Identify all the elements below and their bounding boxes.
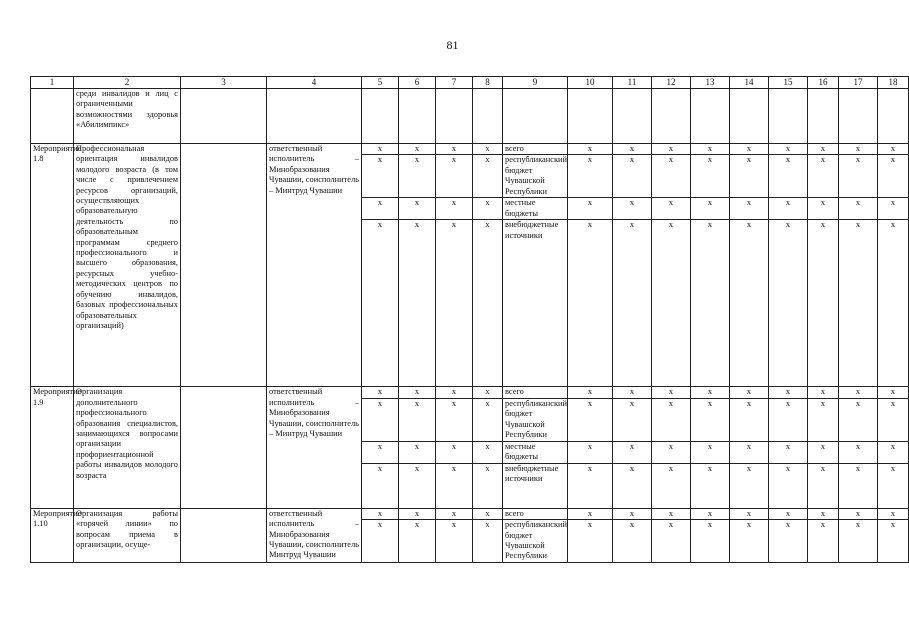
cell-mark: x [808, 155, 839, 198]
cell-mark: x [436, 398, 473, 441]
cell-mark: x [730, 220, 769, 387]
cell-mark: x [730, 463, 769, 508]
cell-mark: x [691, 220, 730, 387]
col-header: 10 [568, 77, 613, 89]
event-name: Организация работы «горячей линии» по вопросам приема в организации, осуще- [74, 508, 181, 562]
cell-mark: x [691, 387, 730, 398]
cell-mark: x [808, 520, 839, 563]
cell-mark: x [808, 220, 839, 387]
cell-mark: x [362, 387, 399, 398]
cell-mark: x [436, 508, 473, 519]
cell-mark: x [839, 520, 878, 563]
cell-mark: x [362, 144, 399, 155]
cell-mark: x [878, 155, 909, 198]
cell-mark: x [436, 198, 473, 220]
cell-mark: x [808, 387, 839, 398]
cell-mark: x [878, 220, 909, 387]
col-header: 2 [74, 77, 181, 89]
cell-mark: x [473, 144, 503, 155]
col-header: 8 [473, 77, 503, 89]
col-header: 5 [362, 77, 399, 89]
cell-mark: x [473, 398, 503, 441]
cell-mark: x [399, 198, 436, 220]
cell-mark: x [399, 398, 436, 441]
cell-mark: x [652, 144, 691, 155]
cell-mark: x [691, 463, 730, 508]
empty-cell [473, 89, 503, 144]
cell-mark: x [399, 463, 436, 508]
cell-mark: x [808, 441, 839, 463]
source-label: местные бюджеты [503, 441, 568, 463]
cell-mark: x [878, 144, 909, 155]
cell-mark: x [652, 220, 691, 387]
cell-mark: x [691, 155, 730, 198]
cell-mark: x [839, 144, 878, 155]
empty-cell [399, 89, 436, 144]
cell-mark: x [362, 398, 399, 441]
cell-mark: x [839, 398, 878, 441]
empty-cell [652, 89, 691, 144]
cell-mark: x [652, 198, 691, 220]
col-header: 13 [691, 77, 730, 89]
cell-mark: x [399, 155, 436, 198]
cell-mark: x [362, 155, 399, 198]
cell-mark: x [691, 520, 730, 563]
cell-mark: x [769, 155, 808, 198]
cell-mark: x [568, 144, 613, 155]
cell-mark: x [878, 398, 909, 441]
col-header: 3 [181, 77, 267, 89]
col-header: 1 [31, 77, 74, 89]
empty-cell [691, 89, 730, 144]
empty-cell [181, 144, 267, 387]
col-header: 17 [839, 77, 878, 89]
cell-mark: x [730, 144, 769, 155]
table-row [31, 387, 909, 398]
cell-mark: x [568, 220, 613, 387]
cell-mark: x [362, 508, 399, 519]
cell-mark: x [473, 508, 503, 519]
cell-mark: x [730, 508, 769, 519]
cell-mark: x [473, 463, 503, 508]
cell-mark: x [568, 508, 613, 519]
empty-cell [503, 89, 568, 144]
cell-mark: x [769, 398, 808, 441]
event-code: Мероприятие 1.8 [31, 144, 74, 387]
cell-mark: x [730, 387, 769, 398]
empty-cell [730, 89, 769, 144]
cell-mark: x [839, 387, 878, 398]
cell-mark: x [769, 463, 808, 508]
cell-mark: x [808, 398, 839, 441]
cell-mark: x [769, 198, 808, 220]
page-number: 81 [446, 38, 459, 52]
cell-mark: x [652, 520, 691, 563]
continuation-text: среди инвалидов и лиц с ограниченными возможностями здоровья «Абилимпикс» [74, 89, 181, 144]
source-label: всего [503, 144, 568, 155]
cell-mark: x [769, 220, 808, 387]
cell-mark: x [878, 441, 909, 463]
continuation-row [31, 89, 909, 144]
cell-mark: x [473, 520, 503, 563]
col-header: 7 [436, 77, 473, 89]
cell-mark: x [652, 398, 691, 441]
cell-mark: x [730, 441, 769, 463]
col-header: 14 [730, 77, 769, 89]
col-header: 12 [652, 77, 691, 89]
col-header: 16 [808, 77, 839, 89]
program-table [30, 76, 909, 563]
source-label: внебюджетные источники [503, 463, 568, 508]
cell-mark: x [436, 220, 473, 387]
col-header: 11 [613, 77, 652, 89]
cell-mark: x [878, 463, 909, 508]
cell-mark: x [652, 387, 691, 398]
empty-cell [878, 89, 909, 144]
cell-mark: x [568, 155, 613, 198]
cell-mark: x [613, 520, 652, 563]
empty-cell [613, 89, 652, 144]
cell-mark: x [399, 220, 436, 387]
cell-mark: x [730, 398, 769, 441]
cell-mark: x [436, 144, 473, 155]
cell-mark: x [399, 520, 436, 563]
cell-mark: x [362, 441, 399, 463]
cell-mark: x [613, 508, 652, 519]
cell-mark: x [691, 144, 730, 155]
cell-mark: x [652, 441, 691, 463]
cell-mark: x [878, 198, 909, 220]
cell-mark: x [568, 198, 613, 220]
cell-mark: x [436, 387, 473, 398]
event-responsible: ответственный исполнитель – Минобразования Чувашии, соисполнитель Минтруд Чувашии [267, 508, 362, 562]
column-number-row [31, 77, 909, 89]
cell-mark: x [808, 198, 839, 220]
col-header: 4 [267, 77, 362, 89]
event-responsible: ответственный исполнитель – Минобразования Чувашии, соисполнитель – Минтруд Чувашии [267, 144, 362, 387]
empty-cell [808, 89, 839, 144]
cell-mark: x [730, 198, 769, 220]
empty-cell [181, 508, 267, 562]
cell-mark: x [399, 387, 436, 398]
cell-mark: x [808, 463, 839, 508]
cell-mark: x [568, 520, 613, 563]
cell-mark: x [691, 441, 730, 463]
empty-cell [839, 89, 878, 144]
cell-mark: x [808, 144, 839, 155]
cell-mark: x [568, 387, 613, 398]
cell-mark: x [473, 220, 503, 387]
source-label: республиканский бюджет Чувашской Республики [503, 520, 568, 563]
cell-mark: x [613, 198, 652, 220]
cell-mark: x [568, 398, 613, 441]
cell-mark: x [362, 220, 399, 387]
cell-mark: x [839, 463, 878, 508]
event-responsible: ответственный исполнитель – Минобразования Чувашии, соисполнитель – Минтруд Чувашии [267, 387, 362, 508]
empty-cell [769, 89, 808, 144]
col-header: 18 [878, 77, 909, 89]
cell-mark: x [730, 155, 769, 198]
source-label: всего [503, 508, 568, 519]
cell-mark: x [613, 144, 652, 155]
cell-mark: x [613, 387, 652, 398]
cell-mark: x [436, 520, 473, 563]
empty-cell [568, 89, 613, 144]
cell-mark: x [399, 441, 436, 463]
cell-mark: x [652, 508, 691, 519]
cell-mark: x [436, 441, 473, 463]
source-label: местные бюджеты [503, 198, 568, 220]
cell-mark: x [691, 398, 730, 441]
cell-mark: x [613, 398, 652, 441]
cell-mark: x [878, 520, 909, 563]
cell-mark: x [362, 463, 399, 508]
cell-mark: x [769, 441, 808, 463]
empty-cell [181, 89, 267, 144]
empty-cell [31, 89, 74, 144]
col-header: 6 [399, 77, 436, 89]
event-name: Организация дополнительного профессионального образования специалистов, занимающихся вопросами организации профориентационной работы инвалидов молодого возраста [74, 387, 181, 508]
cell-mark: x [652, 155, 691, 198]
empty-cell [181, 387, 267, 508]
cell-mark: x [839, 441, 878, 463]
cell-mark: x [473, 198, 503, 220]
event-name: Профессиональная ориентация инвалидов молодого возраста (в том числе с привлечением ресурсов организаций, осуществляющих образовательную деятельность по образовательным программам среднего профессионального и высшего образования, ресурсных учебно-методических центров по обучению инвалидов, базовых профессиональных образовательных организаций) [74, 144, 181, 387]
cell-mark: x [769, 144, 808, 155]
cell-mark: x [473, 387, 503, 398]
cell-mark: x [878, 508, 909, 519]
cell-mark: x [691, 198, 730, 220]
cell-mark: x [878, 387, 909, 398]
cell-mark: x [362, 520, 399, 563]
empty-cell [362, 89, 399, 144]
cell-mark: x [362, 198, 399, 220]
cell-mark: x [769, 508, 808, 519]
cell-mark: x [473, 441, 503, 463]
cell-mark: x [568, 463, 613, 508]
cell-mark: x [769, 520, 808, 563]
col-header: 15 [769, 77, 808, 89]
source-label: всего [503, 387, 568, 398]
cell-mark: x [436, 463, 473, 508]
cell-mark: x [839, 155, 878, 198]
source-label: республиканский бюджет Чувашской Республики [503, 398, 568, 441]
cell-mark: x [839, 198, 878, 220]
cell-mark: x [808, 508, 839, 519]
cell-mark: x [613, 441, 652, 463]
cell-mark: x [691, 508, 730, 519]
source-label: республиканский бюджет Чувашской Республики [503, 155, 568, 198]
cell-mark: x [839, 220, 878, 387]
table-row [31, 144, 909, 155]
cell-mark: x [613, 463, 652, 508]
cell-mark: x [730, 520, 769, 563]
cell-mark: x [473, 155, 503, 198]
cell-mark: x [613, 220, 652, 387]
empty-cell [436, 89, 473, 144]
cell-mark: x [399, 508, 436, 519]
col-header: 9 [503, 77, 568, 89]
event-code: Мероприятие 1.10 [31, 508, 74, 562]
cell-mark: x [436, 155, 473, 198]
cell-mark: x [839, 508, 878, 519]
table-row [31, 508, 909, 519]
empty-cell [267, 89, 362, 144]
source-label: внебюджетные источники [503, 220, 568, 387]
cell-mark: x [613, 155, 652, 198]
cell-mark: x [652, 463, 691, 508]
cell-mark: x [769, 387, 808, 398]
cell-mark: x [568, 441, 613, 463]
cell-mark: x [399, 144, 436, 155]
event-code: Мероприятие 1.9 [31, 387, 74, 508]
